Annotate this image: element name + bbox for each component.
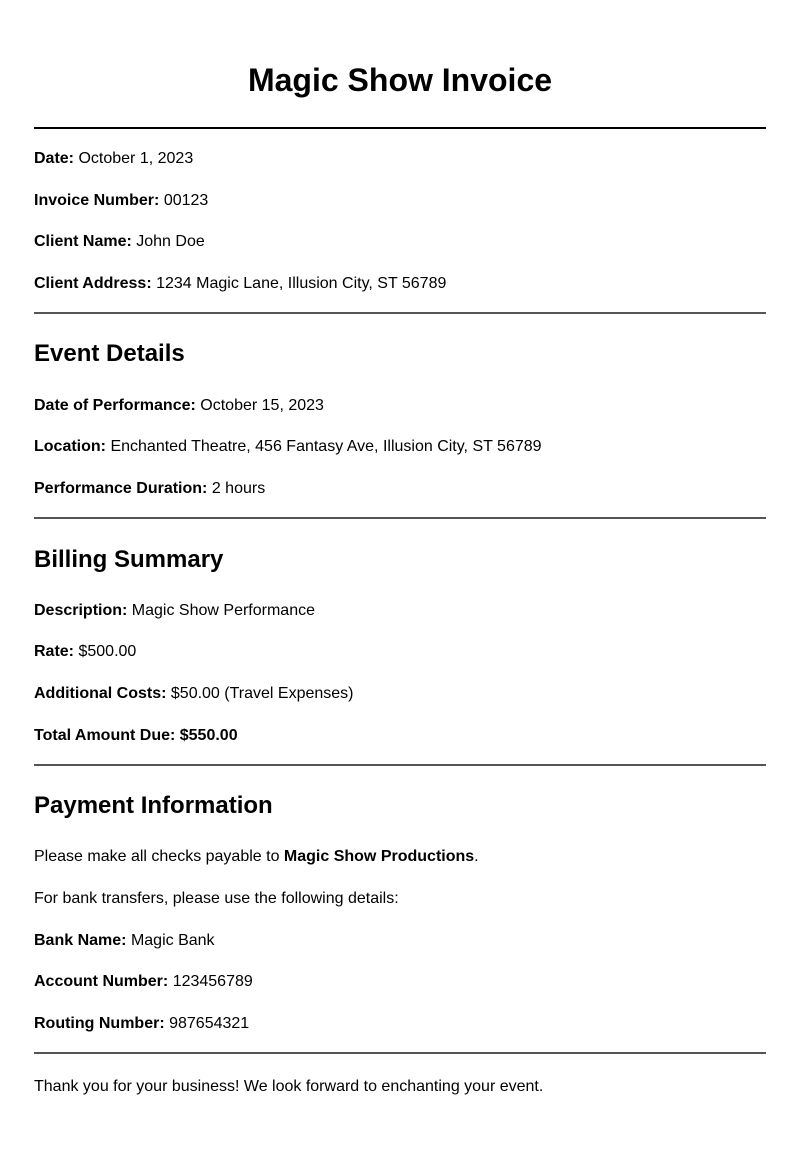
invoice-number [34, 191, 766, 211]
routing-number-value: 987654321 [169, 1015, 250, 1032]
thank-you-note: Thank you for your business! We look forward to enchanting your event. [34, 1078, 544, 1095]
event-location [34, 437, 766, 457]
account-number-value: 123456789 [172, 973, 253, 990]
billing-total-text: Total Amount Due: $550.00 [34, 727, 238, 744]
client-name-label: Client Name: [34, 233, 132, 250]
client-address-label: Client Address: [34, 275, 152, 292]
performance-duration-value: 2 hours [211, 480, 266, 497]
billing-description-value: Magic Show Performance [131, 602, 315, 619]
checks-payee: Magic Show Productions [283, 848, 475, 865]
invoice-date-value: October 1, 2023 [78, 150, 194, 167]
event-location-value: Enchanted Theatre, 456 Fantasy Ave, Illusion City, ST 56789 [110, 438, 542, 455]
billing-rate-value: $500.00 [78, 643, 137, 660]
header-divider [34, 312, 766, 314]
billing-additional-label: Additional Costs: [34, 685, 167, 702]
billing-additional-value: $50.00 (Travel Expenses) [170, 685, 354, 702]
payment-checks-note [34, 847, 766, 867]
invoice-date-label: Date: [34, 150, 75, 167]
bank-transfer-note: For bank transfers, please use the following details: [34, 890, 399, 907]
account-number-label: Account Number: [34, 973, 169, 990]
invoice-title: Magic Show Invoice [247, 62, 553, 98]
bank-name-value: Magic Bank [130, 932, 215, 949]
invoice-number-label: Invoice Number: [34, 192, 160, 209]
client-name [34, 232, 766, 252]
billing-description [34, 601, 766, 621]
billing-total [34, 726, 766, 746]
client-name-value: John Doe [136, 233, 205, 250]
billing-divider [34, 764, 766, 766]
bank-name-label: Bank Name: [34, 932, 127, 949]
checks-prefix: Please make all checks payable to [34, 848, 280, 865]
performance-date-value: October 15, 2023 [200, 397, 324, 414]
client-address [34, 274, 766, 294]
routing-number [34, 1014, 766, 1034]
billing-rate-label: Rate: [34, 643, 75, 660]
performance-date [34, 396, 766, 416]
title-divider [34, 127, 766, 129]
routing-number-label: Routing Number: [34, 1015, 165, 1032]
checks-suffix: . [474, 848, 479, 865]
event-location-label: Location: [34, 438, 106, 455]
payment-information-heading: Payment Information [34, 792, 273, 819]
event-divider [34, 517, 766, 519]
billing-description-label: Description: [34, 602, 128, 619]
event-details-heading: Event Details [34, 340, 185, 367]
client-address-value: 1234 Magic Lane, Illusion City, ST 56789 [156, 275, 447, 292]
bank-name [34, 931, 766, 951]
billing-additional-costs [34, 684, 766, 704]
performance-duration-label: Performance Duration: [34, 480, 208, 497]
performance-date-label: Date of Performance: [34, 397, 196, 414]
billing-summary-heading: Billing Summary [34, 546, 224, 573]
invoice-number-value: 00123 [163, 192, 209, 209]
invoice-date [34, 149, 766, 169]
billing-rate [34, 642, 766, 662]
performance-duration [34, 479, 766, 499]
account-number [34, 972, 766, 992]
payment-divider [34, 1052, 766, 1054]
